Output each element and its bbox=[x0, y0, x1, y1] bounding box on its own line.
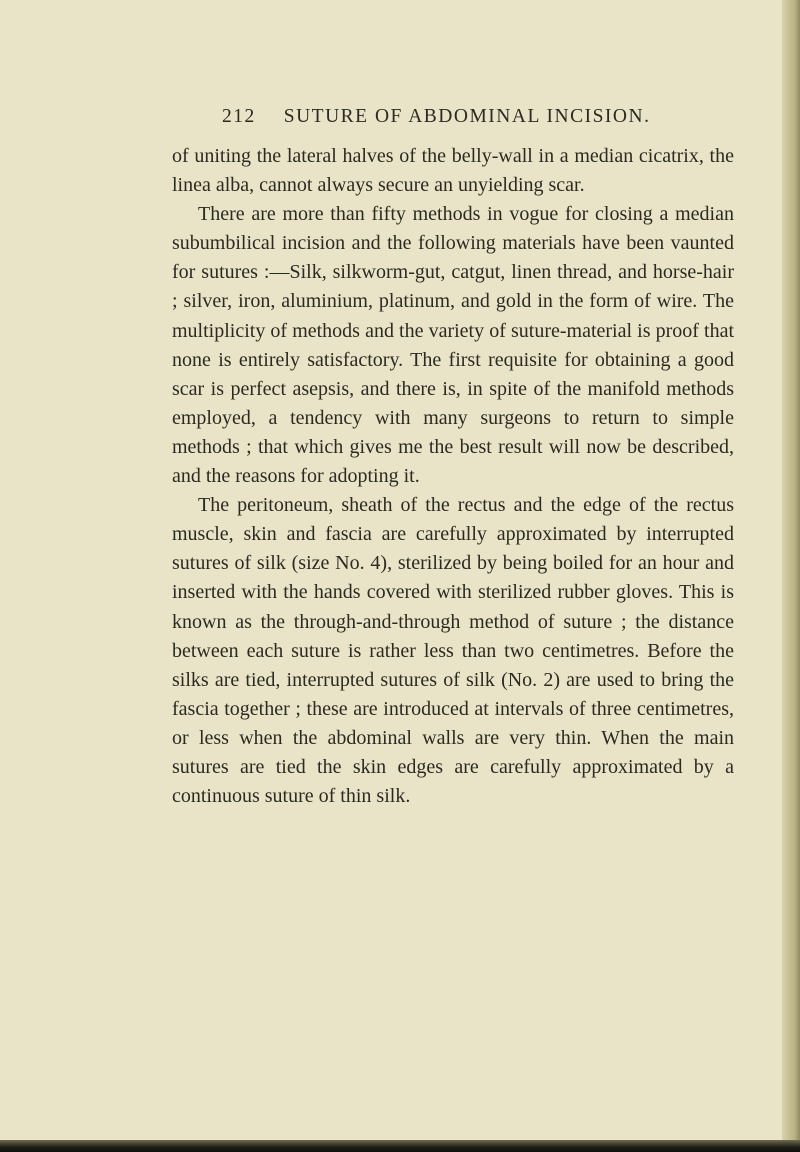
body-text bbox=[172, 142, 734, 811]
page-number: 212 bbox=[222, 106, 256, 127]
paragraph-continuation: of uniting the lateral halves of the belly-wall in a median cicatrix, the linea alba, cannot always secure an unyielding scar. bbox=[172, 145, 734, 197]
paragraph-methods: There are more than fifty methods in vogue for closing a median subumbilical incision and the following materials have been vaunted for sutures :—Silk, silkworm-gut, catgut, linen thread, and horse-hair ; silver, iron, aluminium, platinum, and gold in the form of wire. The multiplicity of methods and the variety of suture-material is proof that none is entirely satisfactory. The first requisite for obtaining a good scar is perfect asepsis, and there is, in spite of the manifold methods employed, a tendency with many surgeons to return to simple methods ; that which gives me the best result will now be described, and the reasons for adopting it. bbox=[172, 203, 734, 488]
page-edge-shadow bbox=[782, 0, 800, 1152]
running-header bbox=[222, 106, 651, 132]
running-title: SUTURE OF ABDOMINAL INCISION. bbox=[283, 106, 651, 127]
page-bottom-edge bbox=[0, 1140, 800, 1152]
paragraph-procedure: The peritoneum, sheath of the rectus and the edge of the rectus muscle, skin and fascia are carefully approximated by interrupted sutures of silk (size No. 4), sterilized by being boiled for an hour and inserted with the hands covered with sterilized rubber gloves. This is known as the through-and-through method of suture ; the distance between each suture is rather less than two centimetres. Before the silks are tied, interrupted sutures of silk (No. 2) are used to bring the fascia together ; these are introduced at intervals of three centimetres, or less when the abdominal walls are very thin. When the main sutures are tied the skin edges are carefully approximated by a continuous suture of thin silk. bbox=[172, 494, 734, 808]
